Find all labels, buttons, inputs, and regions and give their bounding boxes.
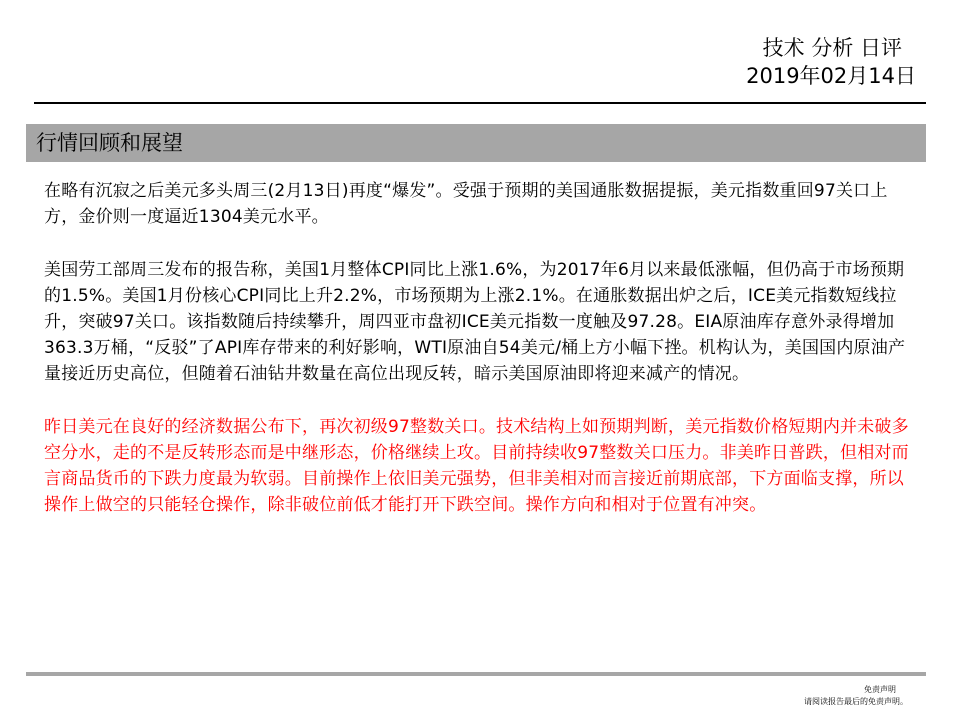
footer-disclaimer-note: 请阅读报告最后的免责声明。 — [804, 697, 908, 706]
paragraph-cpi-oil: 美国劳工部周三发布的报告称，美国1月整体CPI同比上涨1.6%，为2017年6月以来最低涨幅，但仍高于市场预期的1.5%。美国1月份核心CPI同比上升2.2%，市场预期为上涨2.1%。在通胀数据出炉之后，ICE美元指数短线拉升，突破97关口。该指数随后持续攀升，周四亚市盘初ICE美元指数一度触及97.28。EIA原油库存意外录得增加363.3万桶，“反驳”了API库存带来的利好影响，WTI原油自54美元/桶上方小幅下挫。机构认为，美国国内原油产量接近历史高位，但随着石油钻井数量在高位出现反转，暗示美国原油即将迎来减产的情况。 — [44, 260, 906, 384]
section-header-bar — [26, 124, 926, 162]
section-title: 行情回顾和展望 — [36, 131, 183, 155]
report-date: 2019年02月14日 — [746, 64, 916, 88]
paragraph-overview: 在略有沉寂之后美元多头周三(2月13日)再度“爆发”。受强于预期的美国通胀数据提振，美元指数重回97关口上方，金价则一度逼近1304美元水平。 — [44, 181, 888, 227]
paragraph-technical-outlook: 昨日美元在良好的经济数据公布下，再次初级97整数关口。技术结构上如预期判断，美元指数价格短期内并未破多空分水，走的不是反转形态而是中继形态，价格继续上攻。目前持续收97整数关口压力。非美昨日普跌，但相对而言商品货币的下跌力度最为软弱。目前操作上依旧美元强势，但非美相对而言接近前期底部，下方面临支撑，所以操作上做空的只能轻仓操作，除非破位前低才能打开下跌空间。操作方向和相对于位置有冲突。 — [44, 417, 909, 515]
content-body — [44, 178, 910, 545]
footer-divider — [26, 672, 926, 676]
header-divider — [34, 102, 926, 104]
footer-disclaimer-label: 免责声明 — [864, 685, 896, 694]
report-type-title: 技术 分析 日评 — [762, 36, 902, 60]
